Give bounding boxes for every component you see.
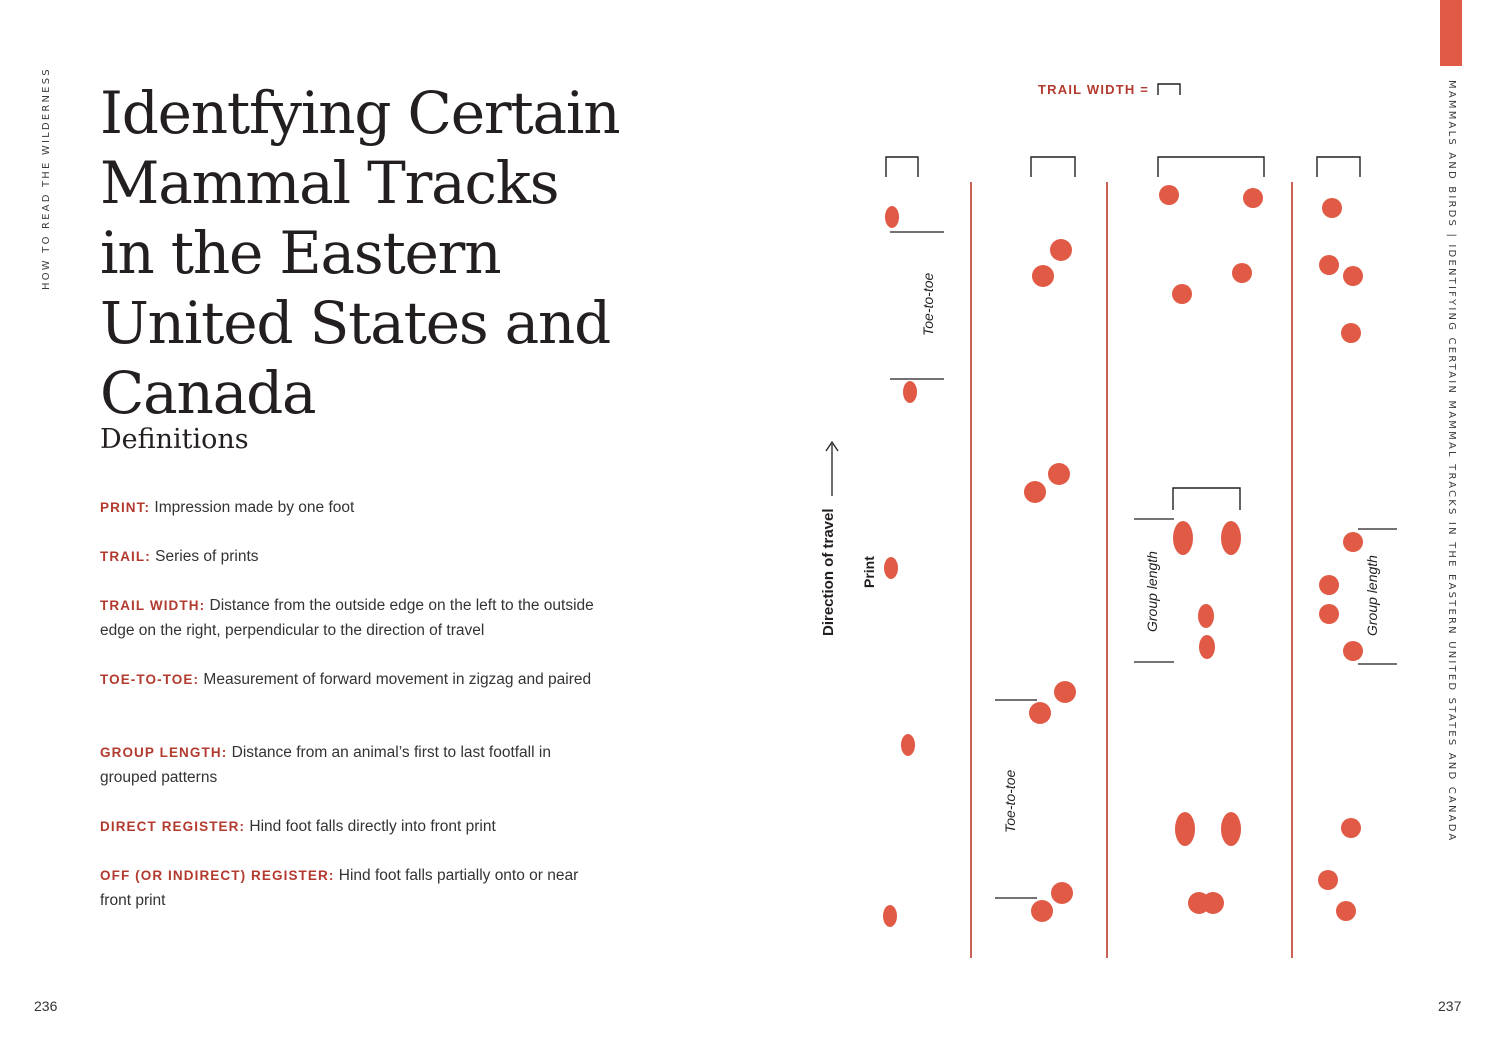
trail-1-prints [883, 206, 917, 927]
trail-3-prints [1159, 185, 1263, 914]
definitions-heading: Definitions [100, 424, 249, 455]
footprint [1343, 641, 1363, 661]
definition-text: Distance from an animal’s first to last footfall in grouped patterns [100, 744, 551, 786]
footprint [1199, 635, 1215, 659]
trail-width-bracket [1031, 157, 1075, 177]
footprint [901, 734, 915, 756]
running-head-left-text: HOW TO READ THE WILDERNESS [41, 67, 52, 290]
toe-to-toe-label: Toe-to-toe [920, 272, 936, 336]
footprint [1172, 284, 1192, 304]
print-label: Print [861, 556, 877, 588]
footprint [1050, 239, 1072, 261]
footprint [1032, 265, 1054, 287]
definition-text: Hind foot falls partially onto or near front print [100, 867, 579, 909]
footprint [1319, 575, 1339, 595]
footprint [1051, 882, 1073, 904]
definition-text: Series of prints [150, 548, 259, 565]
footprint [1202, 892, 1224, 914]
direction-of-travel-label: Direction of travel [820, 508, 837, 636]
footprint [903, 381, 917, 403]
footprint [1159, 185, 1179, 205]
trail-width-label-text: TRAIL WIDTH = [1038, 82, 1150, 97]
footprint [1024, 481, 1046, 503]
footprint [1243, 188, 1263, 208]
definition-term: TOE-TO-TOE: [100, 672, 200, 687]
definition-term: GROUP LENGTH: [100, 745, 228, 760]
footprint [884, 557, 898, 579]
footprint [1319, 604, 1339, 624]
footprint [1198, 604, 1214, 628]
footprint [1054, 681, 1076, 703]
definition-text: Distance from the outside edge on the left to the outside edge on the right, perpendicular to the direction of travel [100, 597, 594, 639]
footprint [1318, 870, 1338, 890]
footprint [1319, 255, 1339, 275]
footprint [1232, 263, 1252, 283]
trail-4-prints [1318, 198, 1363, 921]
group-width-bracket [1173, 488, 1240, 510]
definition-term: OFF (OR INDIRECT) REGISTER: [100, 868, 335, 883]
footprint [1341, 323, 1361, 343]
footprint [1221, 812, 1241, 846]
trail-width-bracket [1317, 157, 1360, 177]
toe-to-toe-label: Toe-to-toe [1002, 769, 1018, 833]
footprint [1343, 266, 1363, 286]
definition-text: Measurement of forward movement in zigzag and paired [199, 671, 592, 688]
trail-width-bracket [1158, 157, 1264, 177]
definition-text: Impression made by one foot [150, 499, 355, 516]
footprint [1341, 818, 1361, 838]
definition-term: TRAIL: [100, 549, 151, 564]
running-head-right-text: MAMMALS AND BIRDS | IDENTIFYING CERTAIN MAMMAL TRACKS IN THE EASTERN UNITED STATES AND CANADA [1446, 80, 1457, 843]
definition-text: Hind foot falls directly into front print [245, 818, 496, 835]
trail-2-prints [1024, 239, 1076, 922]
footprint [1336, 901, 1356, 921]
page-number-left: 236 [34, 998, 58, 1014]
footprint [1029, 702, 1051, 724]
definition-term: PRINT: [100, 500, 151, 515]
footprint [1048, 463, 1070, 485]
page-number-right: 237 [1438, 998, 1462, 1014]
trail-width-legend-bracket [1158, 84, 1180, 95]
footprint [1175, 812, 1195, 846]
page-title: Identfying Certain Mammal Tracks in the Eastern United States and Canada [100, 79, 620, 427]
footprint [1343, 532, 1363, 552]
footprint [1173, 521, 1193, 555]
footprint [1322, 198, 1342, 218]
definition-term: DIRECT REGISTER: [100, 819, 246, 834]
footprint [883, 905, 897, 927]
footprint [1221, 521, 1241, 555]
definition-term: TRAIL WIDTH: [100, 598, 206, 613]
group-length-label: Group length [1364, 555, 1380, 636]
trail-width-bracket [886, 157, 918, 177]
footprint [885, 206, 899, 228]
footprint [1031, 900, 1053, 922]
group-length-label: Group length [1144, 551, 1160, 632]
